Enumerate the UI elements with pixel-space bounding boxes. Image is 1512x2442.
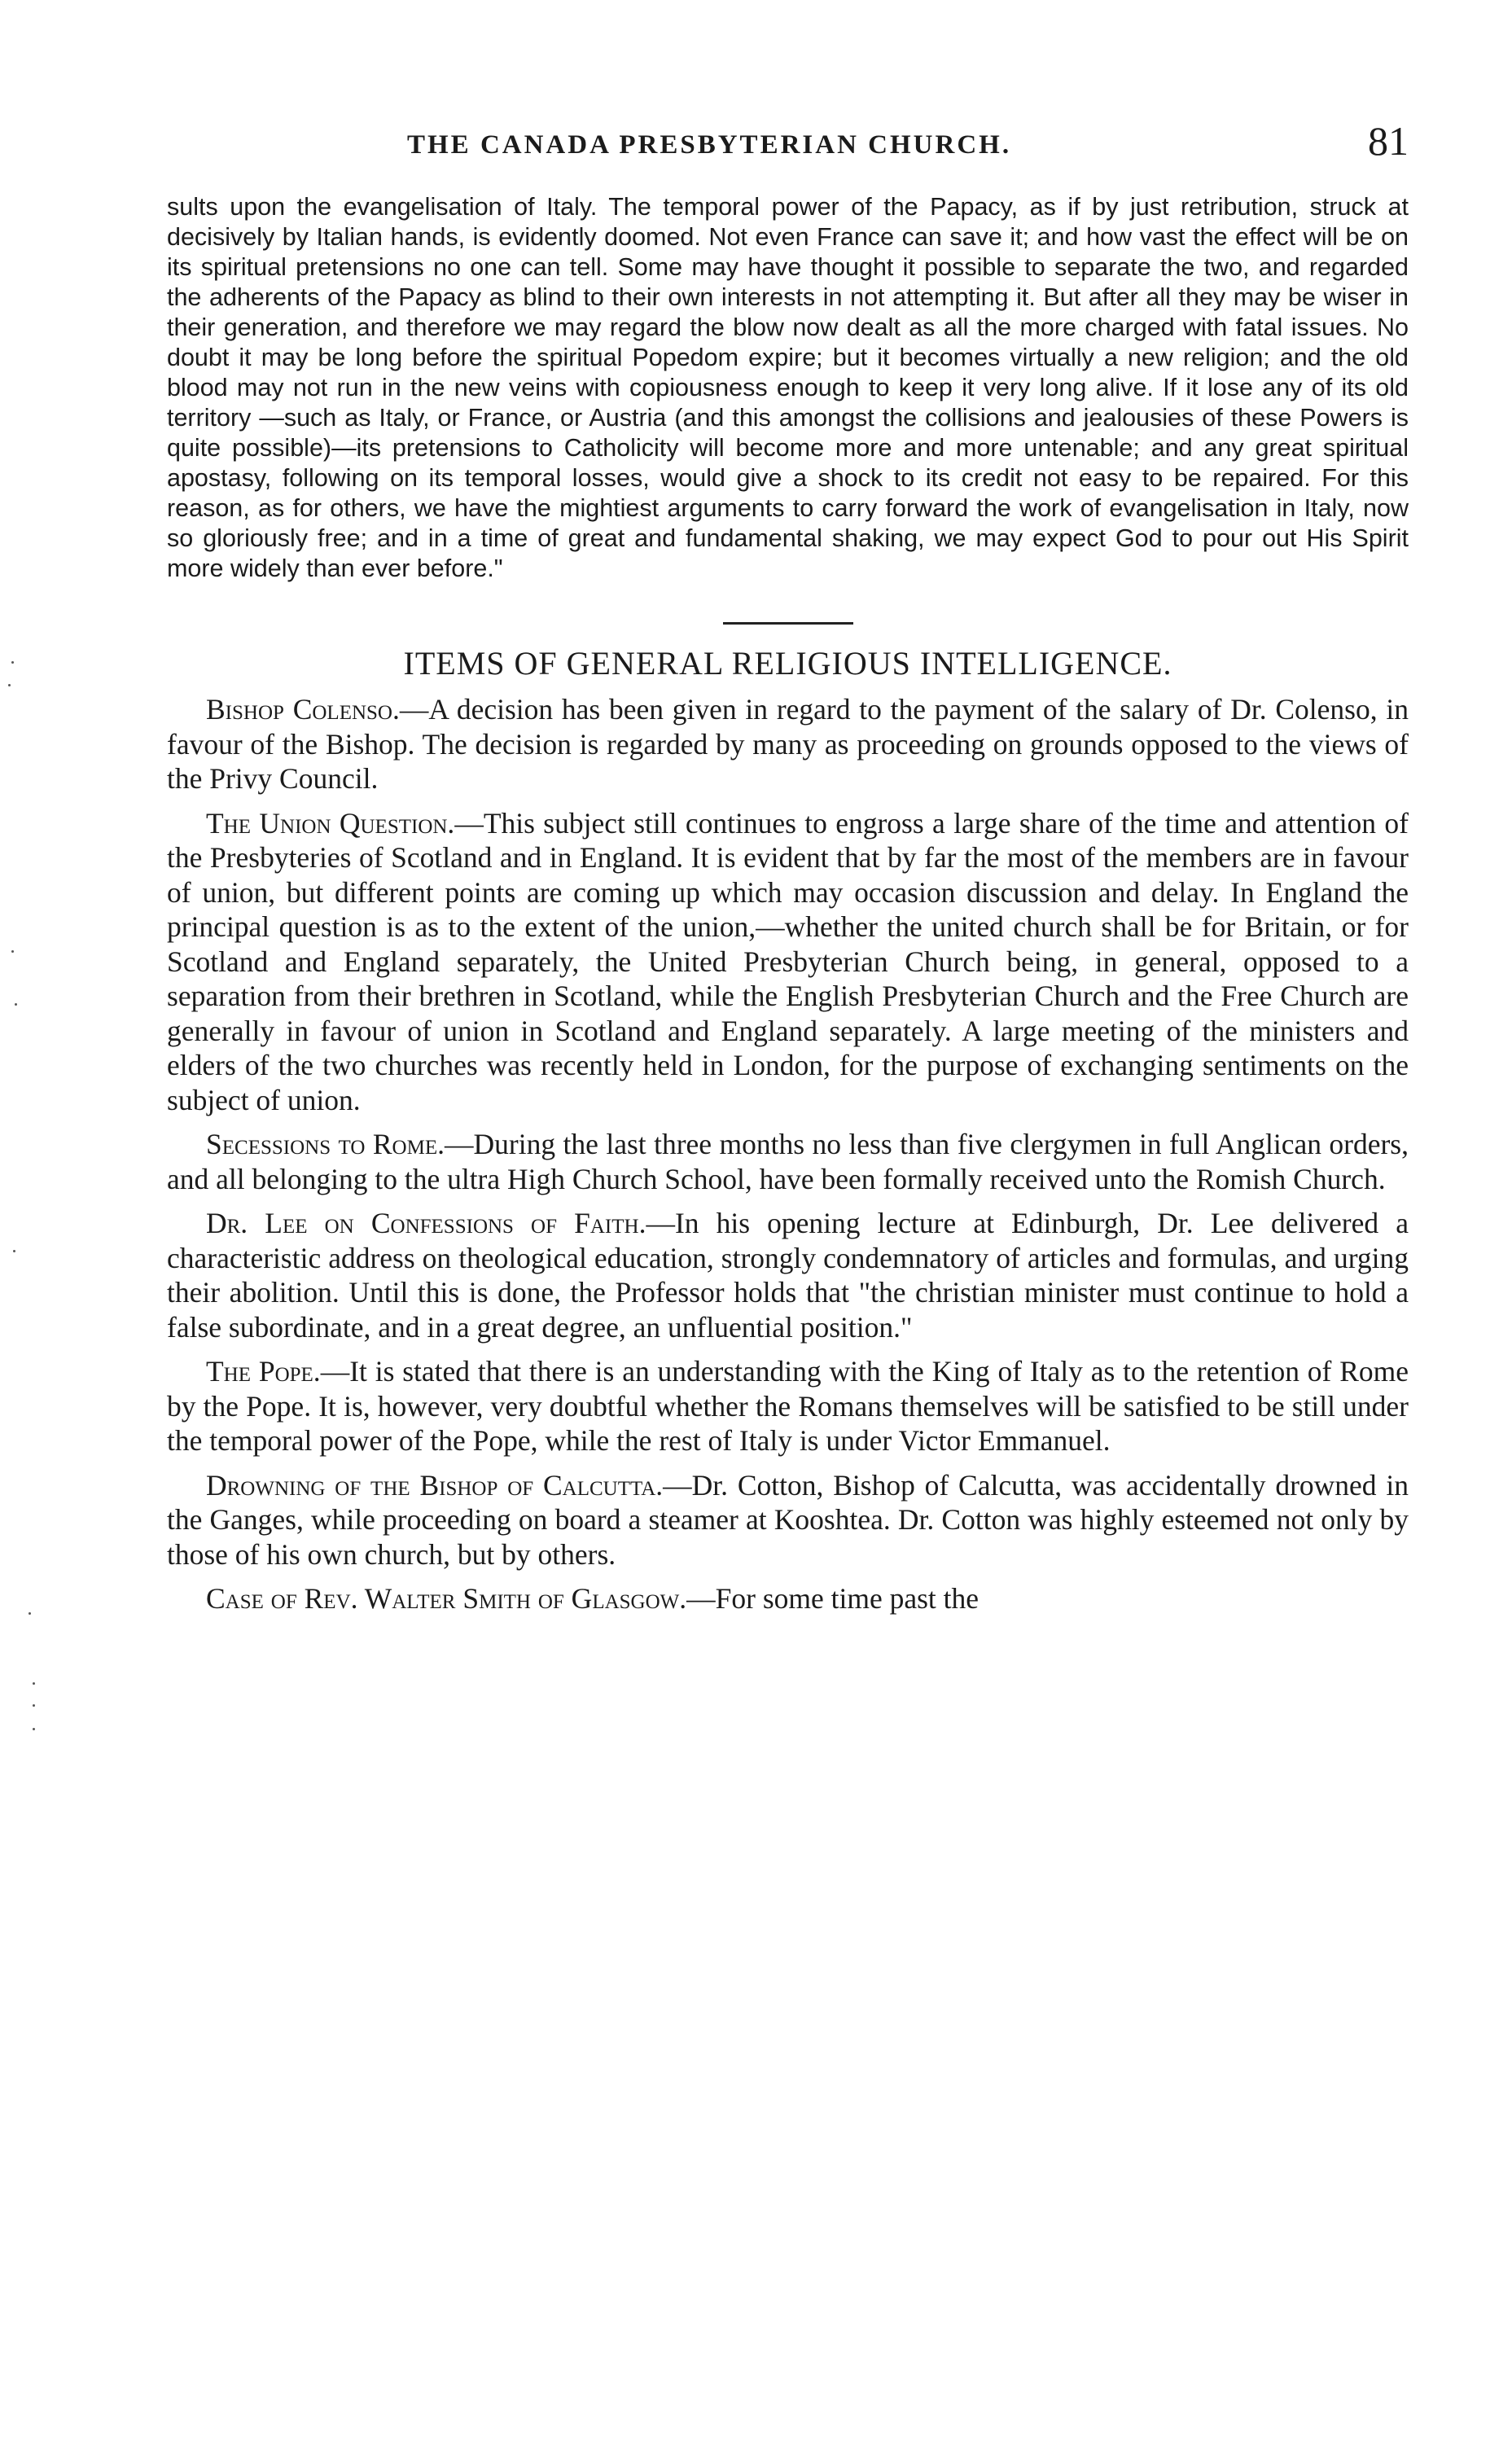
speck <box>11 950 14 953</box>
speck <box>13 1250 15 1252</box>
news-item-bishop-colenso <box>167 692 1409 796</box>
margin-specks <box>0 0 49 2442</box>
section-heading: ITEMS OF GENERAL RELIGIOUS INTELLIGENCE. <box>403 645 1172 682</box>
page <box>167 118 1409 1626</box>
quoted-article-continuation <box>167 192 1409 584</box>
item-body: —In his opening lecture at Edinburgh, Dr. Lee delivered a characteristic address on theological education, strongly condemnatory of articles and formulas, and urging their abolition. Until this is done, the Professor holds that "the christian minister must continue to hold a false subordinate, and in a great degree, an unfluential position." <box>167 1207 1409 1344</box>
speck <box>33 1682 35 1685</box>
item-body: —For some time past the <box>686 1582 980 1615</box>
news-item-walter-smith <box>167 1581 1409 1616</box>
item-lead: The Pope. <box>206 1355 321 1388</box>
running-title: THE CANADA PRESBYTERIAN CHURCH. <box>407 130 1012 160</box>
news-item-dr-lee <box>167 1206 1409 1344</box>
item-body: —Dr. Cotton, Bishop of Calcutta, was accidentally drowned in the Ganges, while proceeding on board a steamer at Kooshtea. Dr. Cotton was highly esteemed not only by those of his own church, but by others. <box>167 1468 1409 1571</box>
item-lead: Drowning of the Bishop of Calcutta. <box>206 1468 664 1502</box>
news-item-secessions-to-rome <box>167 1127 1409 1196</box>
speck <box>15 1003 17 1006</box>
item-lead: Dr. Lee on Confessions of Faith. <box>206 1207 646 1239</box>
news-item-the-pope <box>167 1354 1409 1458</box>
speck <box>28 1612 31 1615</box>
section-divider <box>723 622 853 625</box>
speck <box>33 1704 35 1707</box>
speck <box>33 1728 35 1730</box>
speck <box>11 661 14 664</box>
quote-paragraph: sults upon the evangelisation of Italy. The temporal power of the Papacy, as if by just retribution, struck at decisively by Italian hands, is evidently doomed. Not even France can save it; and how vast the effect will be on its spiritual pretensions no one can tell. Some may have thought it possible to separate the two, and regarded the adherents of the Papacy as blind to their own interests in not attempting it. But after all they may be wiser in their generation, and therefore we may regard the blow now dealt as all the more charged with fatal issues. No doubt it may be long before the spiritual Popedom expire; but it becomes virtually a new religion; and the old blood may not run in the new veins with copiousness enough to keep it very long alive. If it lose any of its old territory —such as Italy, or France, or Austria (and this amongst the collisions and jealousies of these Powers is quite possible)—its pretensions to Catholicity will become more and more untenable; and any great spiritual apostasy, following on its temporal losses, would give a shock to its credit not easy to be repaired. For this reason, as for others, we have the mightiest arguments to carry forward the work of evangelisation in Italy, now so gloriously free; and in a time of great and fundamental shaking, we may expect God to pour out His Spirit more widely than ever before." <box>167 193 1409 582</box>
item-lead: Bishop Colenso. <box>206 693 400 726</box>
item-body: —It is stated that there is an understanding with the King of Italy as to the retention of Rome by the Pope. It is, however, very doubtful whether the Romans themselves will be satisfied to be still under the temporal power of the Pope, while the rest of Italy is under Victor Emmanuel. <box>167 1355 1409 1457</box>
item-lead: Case of Rev. Walter Smith of Glasgow. <box>206 1582 687 1615</box>
page-number: 81 <box>1368 118 1409 164</box>
news-item-bishop-of-calcutta <box>167 1468 1409 1572</box>
item-body: —During the last three months no less than five clergymen in full Anglican orders, and all belonging to the ultra High Church School, have been formally received unto the Romish Church. <box>167 1128 1409 1195</box>
running-header <box>167 118 1409 187</box>
speck <box>8 684 11 686</box>
item-body: —This subject still continues to engross a large share of the time and attention of the Presbyteries of Scotland and in England. It is evident that by far the most of the members are in favour of union, but different points are coming up which may occasion discussion and delay. In England the principal question is as to the extent of the union,—whether the united church shall be for Britain, or for Scotland and England separately, the United Presbyterian Church being, in general, opposed to a separation from their brethren in Scotland, while the English Presbyterian Church and the Free Church are generally in favour of union in Scotland and England separately. A large meeting of the ministers and elders of the two churches was recently held in London, for the purpose of exchanging sentiments on the subject of union. <box>167 806 1409 1116</box>
item-body: —A decision has been given in regard to the payment of the salary of Dr. Colenso, in favour of the Bishop. The decision is regarded by many as proceeding on grounds opposed to the views of the Privy Council. <box>167 693 1409 795</box>
item-lead: The Union Question. <box>206 806 455 840</box>
news-items <box>167 692 1409 1616</box>
news-item-union-question <box>167 806 1409 1118</box>
item-lead: Secessions to Rome. <box>206 1128 445 1160</box>
